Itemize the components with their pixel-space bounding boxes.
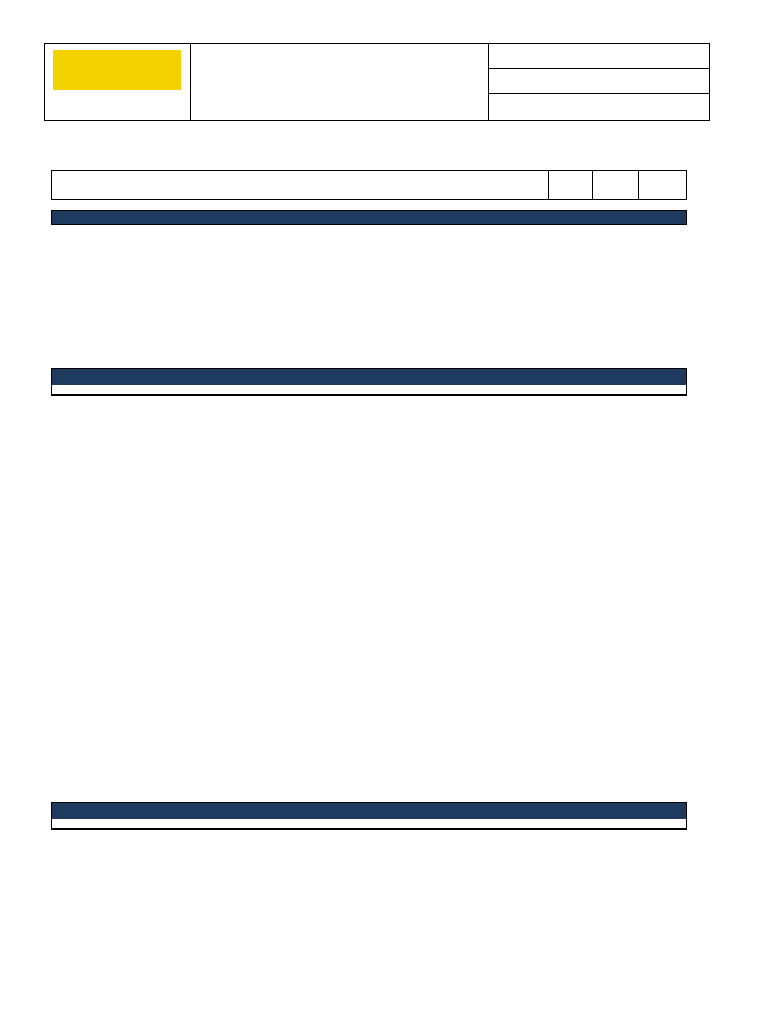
section-subtitle <box>52 385 686 395</box>
logo-cell <box>45 44 191 120</box>
document-title <box>190 44 489 120</box>
cp-heading <box>592 171 639 199</box>
codigo-row <box>488 44 710 69</box>
nc-heading <box>548 171 593 199</box>
version-row <box>488 69 710 94</box>
section-subtitle <box>52 819 686 829</box>
requirements-heading <box>52 171 549 199</box>
fecha-row <box>488 94 710 120</box>
section-requisitos-legales <box>51 802 687 830</box>
section-politica-sst <box>51 210 687 225</box>
cyd-heading <box>638 171 686 199</box>
section-planificacion-peligros <box>51 368 687 396</box>
requirements-table-head <box>51 170 687 200</box>
document-meta <box>488 44 710 120</box>
section-title <box>52 211 686 224</box>
section-band <box>52 369 686 385</box>
company-logo <box>53 50 181 90</box>
document-header <box>44 43 710 121</box>
section-band <box>52 803 686 819</box>
